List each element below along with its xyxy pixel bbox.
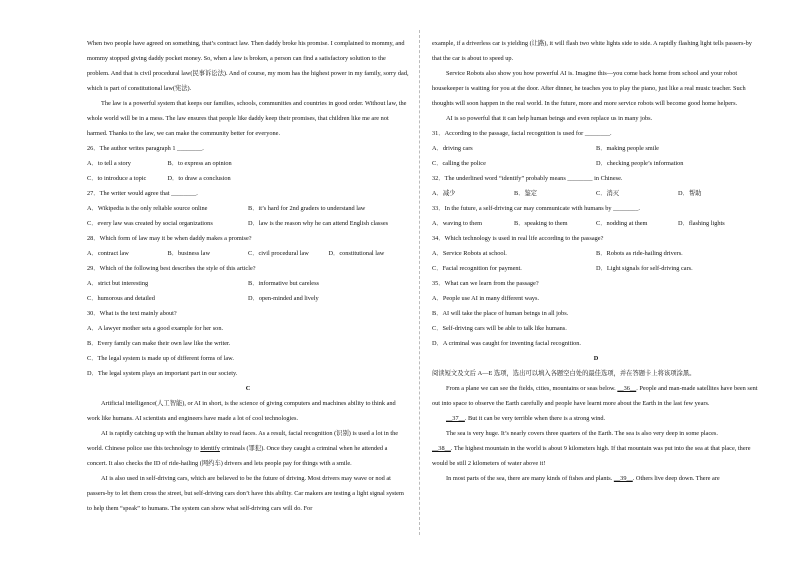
section-d-instructions: 阅读短文及文后 A—E 选项，选出可以填入各题空白处的最佳选项，并在答题卡上将该项涂黑。 (432, 370, 696, 377)
option: C．calling the police (432, 160, 486, 167)
question-32: 32．The underlined word “identify” probably means ________ in Chinese. (432, 175, 623, 182)
option: D．constitutional law (328, 250, 385, 257)
option: C．消灭 (596, 190, 620, 197)
option: B．informative but careless (248, 280, 319, 287)
passage-c-paragraph-1: Artificial intelligence(人工智能), or AI in short, is the science of giving computers and machines ability to think and work like humans. AI scientists and engineers have made a lot of cool technologies. (87, 400, 396, 422)
question-27-options (87, 201, 409, 216)
text: . Others live deep down. There are (632, 475, 720, 482)
left-column (87, 36, 409, 516)
text: AI is rapidly catching up with the human ability to read faces. As a result, facial recognition (识别) is used a lot in the world. Chinese police use this technology to (87, 430, 399, 452)
blank-37: __37__ (446, 415, 465, 422)
passage-d-paragraph-3: The sea is very huge. It’s nearly covers three quarters of the Earth. The sea is also very deep in some places. (446, 430, 718, 437)
option: A．to tell a story (87, 160, 131, 167)
underlined-word: identify (200, 445, 220, 452)
passage-d-paragraph-1 (432, 381, 760, 411)
text: In most parts of the sea, there are many kinds of fishes and plants. (446, 475, 614, 482)
passage-d-paragraph-2 (432, 411, 760, 426)
passage-c-paragraph-5: AI is so powerful that it can help human beings and even replace us in many jobs. (446, 115, 653, 122)
option: B．AI will take the place of human beings in all jobs. (432, 310, 569, 317)
option: A．strict but interesting (87, 280, 149, 287)
question-26-options (87, 171, 409, 186)
option: A．减少 (432, 190, 456, 197)
blank-38: __38__ (432, 445, 451, 452)
question-31: 31．According to the passage, facial recognition is used for ________. (432, 130, 612, 137)
option: C．nodding at them (596, 220, 648, 227)
option: A．Wikipedia is the only reliable source online (87, 205, 208, 212)
question-32-options (432, 186, 760, 201)
option: B．Robots as ride-hailing drivers. (596, 250, 683, 257)
text: . People and man-made satellites have been sent out into space to observe the Earth carefully and people have learnt more about the Earth in the last few years. (432, 385, 758, 407)
text: . The highest mountain in the world is about 9 kilometers high. If that mountain was put into the sea at that place, there would be still 2 kilometers of water above it! (432, 445, 751, 467)
option: B．鉴定 (514, 190, 538, 197)
option: C．humorous and detailed (87, 295, 155, 302)
option: A．People use AI in many different ways. (432, 295, 540, 302)
option: D．law is the reason why he can attend English classes (248, 220, 389, 227)
option: C．Facial recognition for payment. (432, 265, 522, 272)
passage-c-paragraph-2 (87, 426, 409, 471)
blank-36: __36__ (617, 385, 637, 392)
option: B．Every family can make their own law like the writer. (87, 340, 231, 347)
question-27-options (87, 216, 409, 231)
question-34-options (432, 246, 760, 261)
passage-d-paragraph-5 (432, 471, 760, 486)
option: C．to introduce a topic (87, 175, 147, 182)
option: A．Service Robots at school. (432, 250, 507, 257)
question-29-options (87, 291, 409, 306)
option: B．speaking to them (514, 220, 568, 227)
section-d-heading: D (593, 355, 599, 362)
question-30: 30．What is the text mainly about? (87, 310, 177, 317)
right-column (432, 36, 760, 486)
question-31-options (432, 156, 760, 171)
option: B．to express an opinion (167, 160, 232, 167)
option: C．civil procedural law (248, 250, 309, 257)
question-31-options (432, 141, 760, 156)
column-divider (419, 30, 420, 535)
question-34-options (432, 261, 760, 276)
option: A．contract law (87, 250, 129, 257)
text: From a plane we can see the fields, cities, mountains or seas below. (446, 385, 618, 392)
option: D．帮助 (678, 190, 702, 197)
passage-b-paragraph-2: The law is a powerful system that keeps our families, schools, communities and countries in good order. Without law, the whole world will be in a mess. The law ensures that people like daddy keep their promises, that children like me are not harmed. Thanks to the law, we can make the community better for everyone. (87, 100, 407, 137)
question-26: 26．The author writes paragraph 1 ________. (87, 145, 204, 152)
option: D．open-minded and lively (248, 295, 319, 302)
question-34: 34．Which technology is used in real life according to the passage? (432, 235, 604, 242)
question-29-options (87, 276, 409, 291)
option: B．business law (167, 250, 211, 257)
passage-c-paragraph-4: Service Robots also show you how powerful AI is. Imagine this—you come back home from school and your robot housekeeper is waiting for you at the door. After dinner, he teaches you to play the piano, just like a real music teacher. Such thoughts will soon happen in the real world. In the future, more and more service robots will become good home helpers. (432, 70, 746, 107)
question-28: 28．Which form of law may it be when daddy makes a promise? (87, 235, 252, 242)
option: C．every law was created by social organizations (87, 220, 213, 227)
option: C．Self-driving cars will be able to talk like humans. (432, 325, 567, 332)
text: . But it can be very terrible when there is a strong wind. (464, 415, 606, 422)
question-33-options (432, 216, 760, 231)
blank-39: __39__ (613, 475, 633, 482)
passage-b-paragraph-1: When two people have agreed on something, that’s contract law. Then daddy broke his promise. I complained to mommy, and mommy stopped giving daddy pocket money. So, when a law is broken, a person can find a satisfactory solution to the problem. And that is civil procedural law(民事诉讼法). And of course, my mom has the highest power in my family, sorry dad, which is part of constitutional law(宪法). (87, 40, 409, 92)
option: D．Light signals for self-driving cars. (596, 265, 693, 272)
option: D．checking people’s information (596, 160, 684, 167)
question-35: 35．What can we learn from the passage? (432, 280, 539, 287)
question-29: 29．Which of the following best describes the style of this article? (87, 265, 256, 272)
option: C．The legal system is made up of different forms of law. (87, 355, 234, 362)
question-27: 27．The writer would agree that ________. (87, 190, 198, 197)
option: B．making people smile (596, 145, 659, 152)
option: A．A lawyer mother sets a good example for her son. (87, 325, 224, 332)
option: D．The legal system plays an important part in our society. (87, 370, 238, 377)
option: D．flashing lights (678, 220, 725, 227)
text: criminals (罪犯). Once they caught a criminal when he attended a concert. It also checks the ID of ride-hailing (网约车) drivers and lets people pay for things with a smile. (87, 445, 388, 467)
passage-c-paragraph-3-continued: example, if a driverless car is yielding (让路), it will flash two white lights side to side. A rapidly flashing light tells passers-by that the car is about to speed up. (432, 40, 752, 62)
section-c-heading: C (245, 385, 251, 392)
passage-c-paragraph-3: AI is also used in self-driving cars, which are believed to be the future of driving. Most drivers may wave or nod at passers-by to let them cross the street, but self-driving cars don’t have this ability. Car makers are testing a light signal system to help them “speak” to humans. The system can show what self-driving cars will do. For (87, 475, 404, 512)
option: A．driving cars (432, 145, 473, 152)
question-33: 33．In the future, a self-driving car may communicate with humans by ________. (432, 205, 640, 212)
option: A．waving to them (432, 220, 483, 227)
option: D．to draw a conclusion (167, 175, 231, 182)
question-28-options (87, 246, 409, 261)
question-26-options (87, 156, 409, 171)
passage-d-paragraph-4 (432, 441, 760, 471)
option: D．A criminal was caught for inventing facial recognition. (432, 340, 581, 347)
option: B．it’s hard for 2nd graders to understand law (248, 205, 366, 212)
